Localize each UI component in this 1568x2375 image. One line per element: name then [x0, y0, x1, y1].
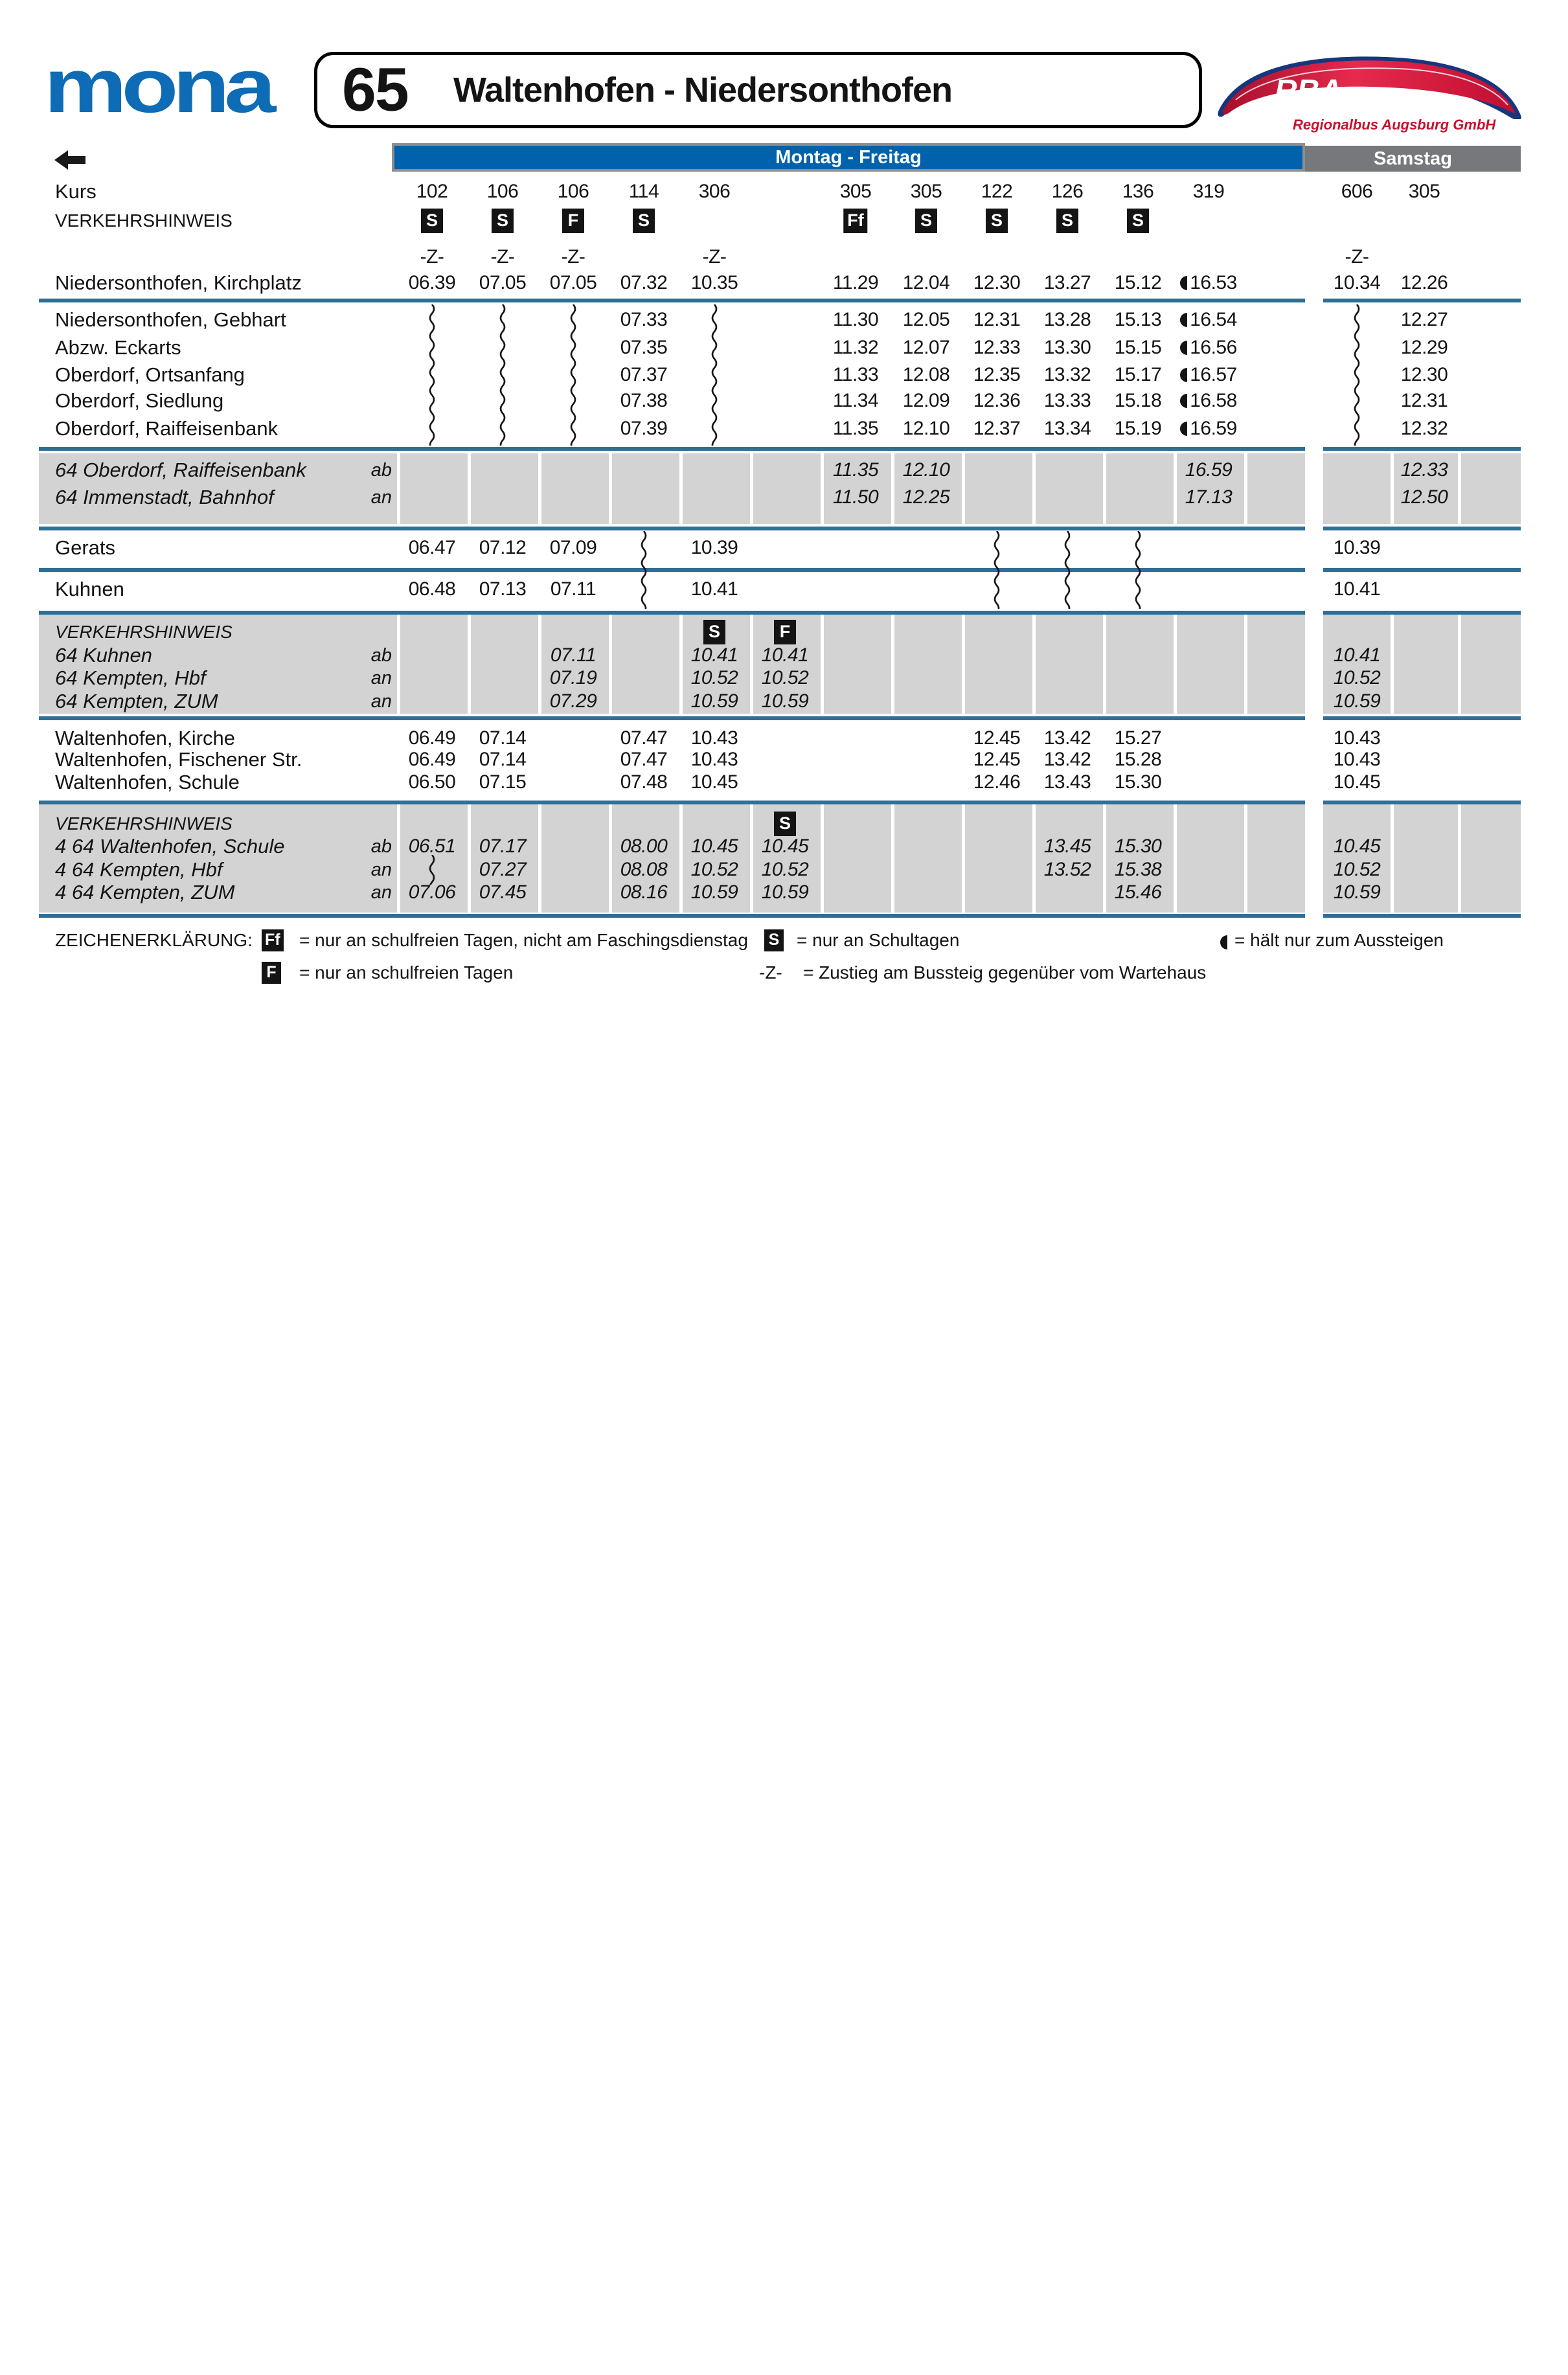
- time-cell: 12.50: [1400, 486, 1448, 508]
- time-cell: 10.34: [1333, 272, 1381, 293]
- time-cell: -Z-: [420, 246, 444, 267]
- time-cell: 122: [981, 181, 1013, 202]
- service-badge: S: [1127, 209, 1149, 233]
- legend-halfmoon-text: = hält nur zum Aussteigen: [1234, 930, 1444, 950]
- stop-name: Kuhnen: [55, 578, 124, 600]
- time-cell: 13.30: [1043, 337, 1091, 358]
- time-cell: 106: [557, 181, 589, 202]
- ab-an-label: an: [370, 691, 392, 712]
- stop-name: 64 Kempten, ZUM: [55, 690, 218, 712]
- time-cell: 16.59: [1173, 415, 1244, 442]
- no-stop-squiggle-icon: [427, 304, 437, 446]
- time-cell: 07.06: [408, 881, 456, 903]
- service-badge: S: [633, 209, 655, 233]
- time-cell: 10.59: [1333, 881, 1381, 903]
- ab-an-label: an: [370, 882, 392, 903]
- stop-name: Abzw. Eckarts: [55, 336, 181, 359]
- time-cell: 10.59: [761, 690, 809, 712]
- time-cell: 07.29: [549, 690, 597, 712]
- service-badge: Ff: [843, 209, 867, 233]
- svg-text:RBA: RBA: [1275, 74, 1342, 108]
- separator-line: [1323, 716, 1521, 720]
- time-cell: 10.52: [690, 859, 738, 880]
- time-cell: 12.45: [973, 727, 1021, 749]
- time-cell: 06.47: [408, 537, 456, 558]
- time-cell: 13.32: [1043, 364, 1091, 385]
- column-divider: [538, 804, 541, 913]
- column-divider: [397, 453, 400, 524]
- no-stop-squiggle-icon: [1062, 531, 1073, 609]
- weekday-bar: [392, 143, 1305, 172]
- time-cell: 12.35: [973, 364, 1021, 385]
- time-cell: 12.09: [902, 390, 950, 411]
- separator-line: [1323, 801, 1521, 804]
- time-cell: 07.11: [550, 644, 597, 666]
- time-cell: 15.17: [1114, 364, 1162, 385]
- stop-name: 64 Immenstadt, Bahnhof: [55, 486, 274, 508]
- time-cell: 12.07: [902, 337, 950, 358]
- time-cell: 12.36: [973, 390, 1021, 411]
- time-cell: 11.50: [832, 486, 879, 508]
- time-cell: 06.48: [408, 578, 456, 600]
- time-cell: 13.45: [1043, 835, 1091, 857]
- time-cell: 12.32: [1400, 418, 1448, 439]
- time-cell: 10.41: [1333, 644, 1381, 666]
- column-divider: [1174, 804, 1177, 913]
- column-divider: [1458, 804, 1461, 913]
- no-stop-squiggle-icon: [992, 531, 1002, 609]
- time-cell: 10.52: [761, 859, 809, 880]
- time-cell: 136: [1122, 181, 1154, 202]
- no-stop-squiggle-icon: [497, 304, 508, 446]
- time-cell: 12.10: [902, 418, 950, 439]
- stop-name: 64 Oberdorf, Raiffeisenbank: [55, 459, 306, 481]
- time-cell: 10.45: [1333, 835, 1381, 857]
- time-cell: 12.33: [973, 337, 1021, 358]
- separator-line: [1323, 914, 1521, 918]
- no-stop-squiggle-icon: [709, 304, 720, 446]
- time-cell: 10.41: [690, 644, 738, 666]
- separator-line: [39, 914, 1305, 918]
- stop-name: Kurs: [55, 180, 97, 203]
- time-cell: 10.45: [690, 771, 738, 793]
- time-cell: 15.46: [1114, 881, 1162, 903]
- saturday-bar-label: Samstag: [1374, 148, 1452, 169]
- legend-f-badge: F: [262, 962, 281, 984]
- time-cell: 07.05: [479, 272, 527, 293]
- legend-halfmoon-icon: [1220, 935, 1230, 951]
- time-cell: 102: [416, 181, 448, 202]
- time-cell: 12.25: [902, 486, 950, 508]
- time-cell: 07.09: [549, 537, 597, 558]
- time-cell: 12.45: [973, 749, 1021, 770]
- time-cell: 10.41: [690, 578, 738, 600]
- stop-name: VERKEHRSHINWEIS: [55, 622, 233, 642]
- separator-line: [1323, 527, 1521, 530]
- stop-name: Waltenhofen, Kirche: [55, 727, 236, 749]
- time-cell: 07.35: [620, 337, 668, 358]
- halfmoon-exit-only-icon: [1180, 394, 1187, 408]
- time-cell: 07.12: [479, 537, 527, 558]
- time-cell: 13.42: [1043, 727, 1091, 749]
- ab-an-label: an: [370, 668, 392, 688]
- halfmoon-exit-only-icon: [1180, 368, 1187, 382]
- time-cell: 10.39: [690, 537, 738, 558]
- no-stop-squiggle-icon: [427, 855, 437, 885]
- time-cell: 11.33: [832, 364, 879, 385]
- weekday-bar-label: Montag - Freitag: [775, 146, 922, 168]
- time-cell: 15.27: [1114, 727, 1162, 749]
- time-cell: 13.34: [1043, 418, 1091, 439]
- time-cell: 15.38: [1114, 859, 1162, 880]
- service-badge: F: [774, 620, 796, 644]
- time-cell: 08.08: [620, 859, 668, 880]
- column-divider: [397, 614, 400, 714]
- separator-line: [1323, 447, 1521, 451]
- time-cell: 10.43: [690, 727, 738, 749]
- stop-name: Gerats: [55, 536, 116, 559]
- time-cell: 306: [698, 181, 731, 202]
- legend-s-badge: S: [764, 929, 784, 951]
- time-cell: 16.57: [1173, 361, 1244, 389]
- column-divider: [1244, 453, 1247, 524]
- service-badge: S: [915, 209, 937, 233]
- time-cell: 15.19: [1114, 418, 1162, 439]
- time-cell: 319: [1192, 181, 1225, 202]
- column-divider: [962, 804, 965, 913]
- time-cell: 13.27: [1043, 272, 1091, 293]
- legend-heading: ZEICHENERKLÄRUNG:: [55, 930, 253, 950]
- column-divider: [1032, 453, 1036, 524]
- rba-operator-logo-icon: [1216, 54, 1523, 139]
- time-cell: -Z-: [490, 246, 515, 267]
- time-cell: 07.48: [620, 771, 668, 793]
- time-cell: 13.33: [1043, 390, 1091, 411]
- column-divider: [1103, 614, 1106, 714]
- time-cell: 114: [628, 181, 659, 202]
- time-cell: -Z-: [702, 246, 727, 267]
- service-badge: S: [703, 620, 725, 644]
- legend-ff-badge: Ff: [262, 929, 284, 951]
- ab-an-label: an: [370, 859, 392, 880]
- time-cell: 07.33: [620, 309, 668, 330]
- time-cell: 16.59: [1185, 459, 1233, 481]
- time-cell: 305: [1408, 181, 1440, 202]
- separator-line: [1323, 611, 1521, 615]
- column-divider: [891, 804, 894, 913]
- time-cell: 15.30: [1114, 835, 1162, 857]
- service-badge: S: [774, 812, 796, 836]
- no-stop-squiggle-icon: [568, 304, 578, 446]
- service-badge: F: [562, 209, 584, 233]
- column-divider: [1032, 614, 1036, 714]
- column-divider: [962, 614, 965, 714]
- legend-f-text: = nur an schulfreien Tagen: [299, 962, 514, 983]
- column-divider: [1103, 453, 1106, 524]
- separator-line: [1323, 299, 1521, 302]
- separator-line: [39, 299, 1305, 302]
- time-cell: 06.39: [408, 272, 456, 293]
- time-cell: 13.43: [1043, 771, 1091, 793]
- line-number: 65: [342, 55, 408, 124]
- time-cell: 12.04: [902, 272, 950, 293]
- time-cell: 10.52: [1333, 667, 1381, 688]
- time-cell: 16.56: [1173, 334, 1244, 361]
- stop-name: Niedersonthofen, Gebhart: [55, 308, 286, 331]
- time-cell: 06.50: [408, 771, 456, 793]
- time-cell: 13.52: [1043, 859, 1091, 880]
- time-cell: 07.17: [479, 835, 527, 857]
- time-cell: 12.30: [973, 272, 1021, 293]
- separator-line: [39, 527, 1305, 530]
- time-cell: 10.43: [1333, 749, 1381, 770]
- time-cell: 10.39: [1333, 537, 1381, 558]
- stop-name: Oberdorf, Ortsanfang: [55, 363, 245, 386]
- time-cell: 10.45: [761, 835, 809, 857]
- time-cell: 10.52: [690, 667, 738, 688]
- column-divider: [468, 614, 471, 714]
- time-cell: 07.15: [479, 771, 527, 793]
- time-cell: 606: [1341, 181, 1373, 202]
- time-cell: 11.35: [832, 459, 879, 481]
- legend-ff-text: = nur an schulfreien Tagen, nicht am Faschingsdienstag: [299, 930, 748, 950]
- stop-name: Oberdorf, Siedlung: [55, 389, 224, 412]
- time-cell: 07.47: [620, 727, 668, 749]
- time-cell: 10.45: [1333, 771, 1381, 793]
- time-cell: 07.05: [549, 272, 597, 293]
- no-stop-squiggle-icon: [639, 531, 649, 609]
- column-divider: [962, 453, 965, 524]
- time-cell: 11.35: [832, 418, 879, 439]
- line-number-box: [314, 52, 1202, 128]
- time-cell: 07.13: [479, 578, 527, 600]
- stop-name: Niedersonthofen, Kirchplatz: [55, 271, 302, 294]
- operator-name: Regionalbus Augsburg GmbH: [1293, 117, 1496, 133]
- mona-brand-logo: mona: [44, 43, 271, 129]
- time-cell: 15.18: [1114, 390, 1162, 411]
- column-divider: [679, 453, 683, 524]
- ab-an-label: an: [370, 487, 392, 508]
- time-cell: 10.41: [1333, 578, 1381, 600]
- stop-name: 4 64 Kempten, ZUM: [55, 881, 235, 903]
- time-cell: 13.28: [1043, 309, 1091, 330]
- time-cell: 12.05: [902, 309, 950, 330]
- column-divider: [1174, 614, 1177, 714]
- time-cell: 12.33: [1400, 459, 1448, 481]
- stop-name: Waltenhofen, Schule: [55, 771, 240, 793]
- stop-name: 4 64 Kempten, Hbf: [55, 858, 223, 881]
- time-cell: 11.30: [832, 309, 879, 330]
- time-cell: 08.00: [620, 835, 668, 857]
- service-badge: S: [986, 209, 1008, 233]
- time-cell: 15.28: [1114, 749, 1162, 770]
- service-badge: S: [1056, 209, 1078, 233]
- time-cell: 10.41: [761, 644, 809, 666]
- time-cell: 10.59: [1333, 690, 1381, 712]
- time-cell: 12.31: [973, 309, 1021, 330]
- time-cell: 07.11: [550, 578, 597, 600]
- time-cell: 15.15: [1114, 337, 1162, 358]
- time-cell: 10.45: [690, 835, 738, 857]
- time-cell: 06.49: [408, 727, 456, 749]
- time-cell: 12.37: [973, 418, 1021, 439]
- time-cell: 07.14: [479, 727, 527, 749]
- column-divider: [1244, 804, 1247, 913]
- time-cell: 17.13: [1185, 486, 1233, 508]
- time-cell: 10.52: [761, 667, 809, 688]
- time-cell: 10.35: [690, 272, 738, 293]
- separator-line: [39, 716, 1305, 720]
- stop-name: 4 64 Waltenhofen, Schule: [55, 835, 285, 858]
- service-badge: S: [421, 209, 443, 233]
- separator-line: [39, 801, 1305, 804]
- column-divider: [609, 453, 612, 524]
- time-cell: 10.43: [690, 749, 738, 770]
- column-divider: [891, 614, 894, 714]
- time-cell: 07.39: [620, 418, 668, 439]
- time-cell: 305: [910, 181, 942, 202]
- column-divider: [609, 614, 612, 714]
- time-cell: 12.27: [1400, 309, 1448, 330]
- time-cell: 16.53: [1173, 269, 1244, 297]
- separator-line: [39, 568, 1305, 572]
- legend-z-text: = Zustieg am Bussteig gegenüber vom Wartehaus: [803, 962, 1207, 983]
- service-badge: S: [492, 209, 514, 233]
- time-cell: 13.42: [1043, 749, 1091, 770]
- time-cell: 07.27: [479, 859, 527, 880]
- stop-name: 64 Kuhnen: [55, 644, 152, 666]
- no-stop-squiggle-icon: [1352, 304, 1362, 446]
- stop-name: 64 Kempten, Hbf: [55, 666, 206, 689]
- ab-an-label: ab: [370, 645, 392, 666]
- halfmoon-exit-only-icon: [1180, 276, 1187, 290]
- time-cell: 11.34: [832, 390, 879, 411]
- stop-name: VERKEHRSHINWEIS: [55, 813, 233, 834]
- time-cell: 10.43: [1333, 727, 1381, 749]
- legend-z-symbol: -Z-: [759, 962, 782, 983]
- time-cell: 12.30: [1400, 364, 1448, 385]
- time-cell: 11.32: [832, 337, 879, 358]
- halfmoon-exit-only-icon: [1180, 313, 1187, 327]
- time-cell: 07.32: [620, 272, 668, 293]
- stop-name: Waltenhofen, Fischener Str.: [55, 748, 302, 771]
- column-divider: [821, 614, 824, 714]
- stop-name: VERKEHRSHINWEIS: [55, 210, 233, 231]
- time-cell: 07.38: [620, 390, 668, 411]
- time-cell: 126: [1051, 181, 1084, 202]
- separator-line: [39, 447, 1305, 451]
- saturday-bar: [1305, 146, 1521, 172]
- time-cell: 12.08: [902, 364, 950, 385]
- time-cell: 07.45: [479, 881, 527, 903]
- ab-an-label: ab: [370, 836, 392, 857]
- column-divider: [750, 453, 753, 524]
- time-cell: 15.13: [1114, 309, 1162, 330]
- time-cell: 06.51: [408, 835, 456, 857]
- column-divider: [1244, 614, 1247, 714]
- time-cell: 07.37: [620, 364, 668, 385]
- time-cell: -Z-: [561, 246, 585, 267]
- stop-name: Oberdorf, Raiffeisenbank: [55, 417, 278, 440]
- column-divider: [538, 453, 541, 524]
- time-cell: 16.54: [1173, 306, 1244, 334]
- time-cell: 06.49: [408, 749, 456, 770]
- time-cell: 12.29: [1400, 337, 1448, 358]
- time-cell: 07.47: [620, 749, 668, 770]
- back-arrow-icon: [54, 150, 85, 173]
- column-divider: [821, 804, 824, 913]
- time-cell: 07.19: [549, 667, 597, 688]
- column-divider: [468, 453, 471, 524]
- route-title: Waltenhofen - Niedersonthofen: [453, 71, 952, 109]
- separator-line: [1323, 568, 1521, 572]
- time-cell: 08.16: [620, 881, 668, 903]
- halfmoon-exit-only-icon: [1180, 341, 1187, 355]
- time-cell: 11.29: [832, 272, 879, 293]
- separator-line: [39, 611, 1305, 615]
- column-divider: [1458, 614, 1461, 714]
- time-cell: 305: [839, 181, 872, 202]
- no-stop-squiggle-icon: [1133, 531, 1143, 609]
- legend-s-text: = nur an Schultagen: [797, 930, 960, 950]
- time-cell: 15.12: [1114, 272, 1162, 293]
- time-cell: 12.26: [1400, 272, 1448, 293]
- time-cell: 106: [486, 181, 519, 202]
- time-cell: 10.59: [690, 881, 738, 903]
- time-cell: 12.10: [902, 459, 950, 481]
- time-cell: 10.59: [690, 690, 738, 712]
- time-cell: 15.30: [1114, 771, 1162, 793]
- halfmoon-exit-only-icon: [1180, 422, 1187, 436]
- time-cell: 12.31: [1400, 390, 1448, 411]
- time-cell: 10.59: [761, 881, 809, 903]
- time-cell: 10.52: [1333, 859, 1381, 880]
- time-cell: -Z-: [1345, 246, 1369, 267]
- time-cell: 07.14: [479, 749, 527, 770]
- ab-an-label: ab: [370, 460, 392, 481]
- time-cell: 12.46: [973, 771, 1021, 793]
- time-cell: 16.58: [1173, 387, 1244, 415]
